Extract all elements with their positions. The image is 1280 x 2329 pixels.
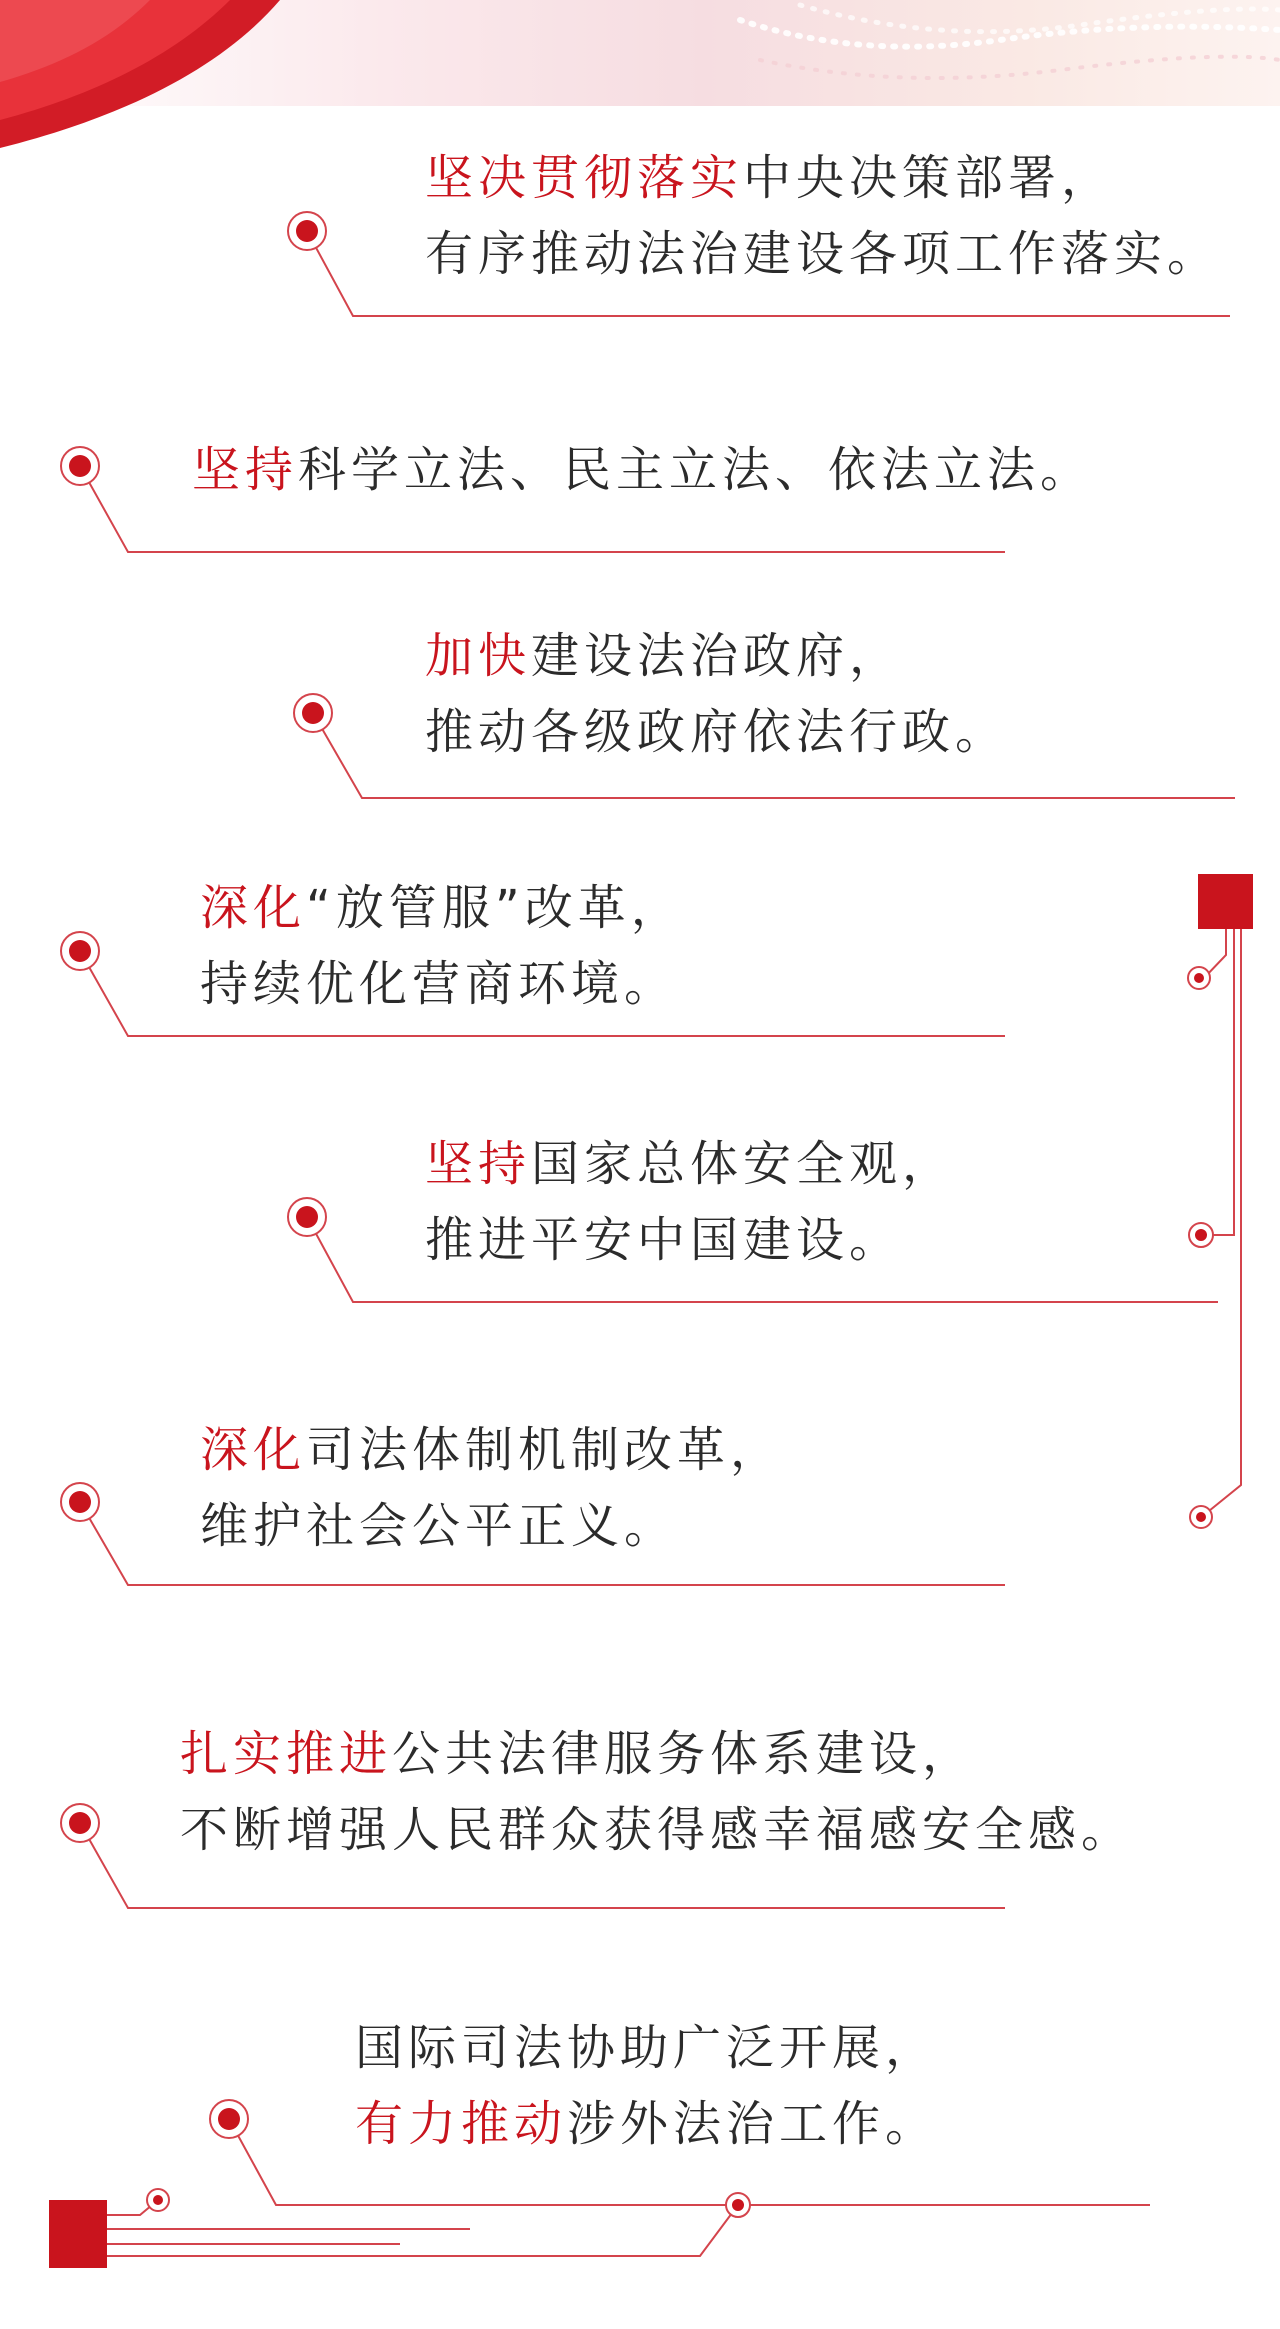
red-flag-banner (0, 0, 320, 150)
target-dot-icon (61, 932, 99, 970)
entry-8 (355, 2010, 938, 2162)
entry-text: 公共法律服务体系建设， (392, 1726, 976, 1782)
entry-6 (200, 1412, 783, 1564)
entry-line (200, 870, 684, 946)
entry-text: 建设法治政府， (531, 628, 903, 684)
highlight-phrase: 深化 (200, 1422, 307, 1478)
small-target-dot-icon (147, 2189, 169, 2211)
entry-text: 中央决策部署， (743, 150, 1115, 206)
entry-4 (200, 870, 684, 1022)
highlight-phrase: 加快 (425, 628, 532, 684)
entry-line (200, 1412, 783, 1488)
target-dot-icon (288, 212, 326, 250)
entry-line-2: 维护社会公平正义。 (200, 1498, 678, 1554)
highlight-phrase: 坚持 (425, 1136, 532, 1192)
entry-line (425, 618, 1008, 694)
entry-1 (425, 140, 1220, 292)
target-dot-icon (61, 1804, 99, 1842)
red-square-icon (49, 2200, 107, 2268)
entry-2 (192, 432, 1093, 508)
target-dot-icon (294, 694, 332, 732)
entry-7 (180, 1716, 1134, 1868)
small-target-dot-icon (1188, 967, 1210, 989)
entry-text: 科学立法、民主立法、依法立法。 (298, 442, 1094, 498)
target-dot-icon (61, 447, 99, 485)
entry-line-2: 不断增强人民群众获得感幸福感安全感。 (180, 1802, 1135, 1858)
small-target-dot-icon (1190, 1506, 1212, 1528)
entry-line: 国际司法协助广泛开展， (355, 2020, 939, 2076)
target-dot-icon (288, 1198, 326, 1236)
target-dot-icon (61, 1483, 99, 1521)
entry-line-2: 有序推动法治建设各项工作落实。 (425, 226, 1221, 282)
pearl-necklace-decoration (700, 0, 1280, 106)
entry-line-2 (355, 2086, 938, 2162)
entry-line (425, 1126, 955, 1202)
highlight-phrase: 扎实推进 (180, 1726, 393, 1782)
entry-text: “放管服”改革， (306, 880, 684, 936)
highlight-phrase: 深化 (200, 880, 307, 936)
highlight-phrase: 有力推动 (355, 2096, 568, 2152)
entry-text: 司法体制机制改革， (306, 1422, 784, 1478)
entry-line (425, 140, 1220, 216)
entry-text: 国家总体安全观， (531, 1136, 956, 1192)
entry-line-2: 推进平安中国建设。 (425, 1212, 903, 1268)
entry-line (180, 1716, 1134, 1792)
entry-3 (425, 618, 1008, 770)
entry-line-2: 推动各级政府依法行政。 (425, 704, 1009, 760)
entry-text: 涉外法治工作。 (567, 2096, 939, 2152)
entry-line (192, 432, 1093, 508)
small-target-dot-icon (1189, 1223, 1213, 1247)
highlight-phrase: 坚决贯彻落实 (425, 150, 744, 206)
small-target-dot-icon (726, 2193, 750, 2217)
target-dot-icon (210, 2100, 248, 2138)
highlight-phrase: 坚持 (192, 442, 299, 498)
entry-5 (425, 1126, 955, 1278)
red-square-icon (1198, 874, 1253, 929)
entry-line-2: 持续优化营商环境。 (200, 956, 678, 1012)
